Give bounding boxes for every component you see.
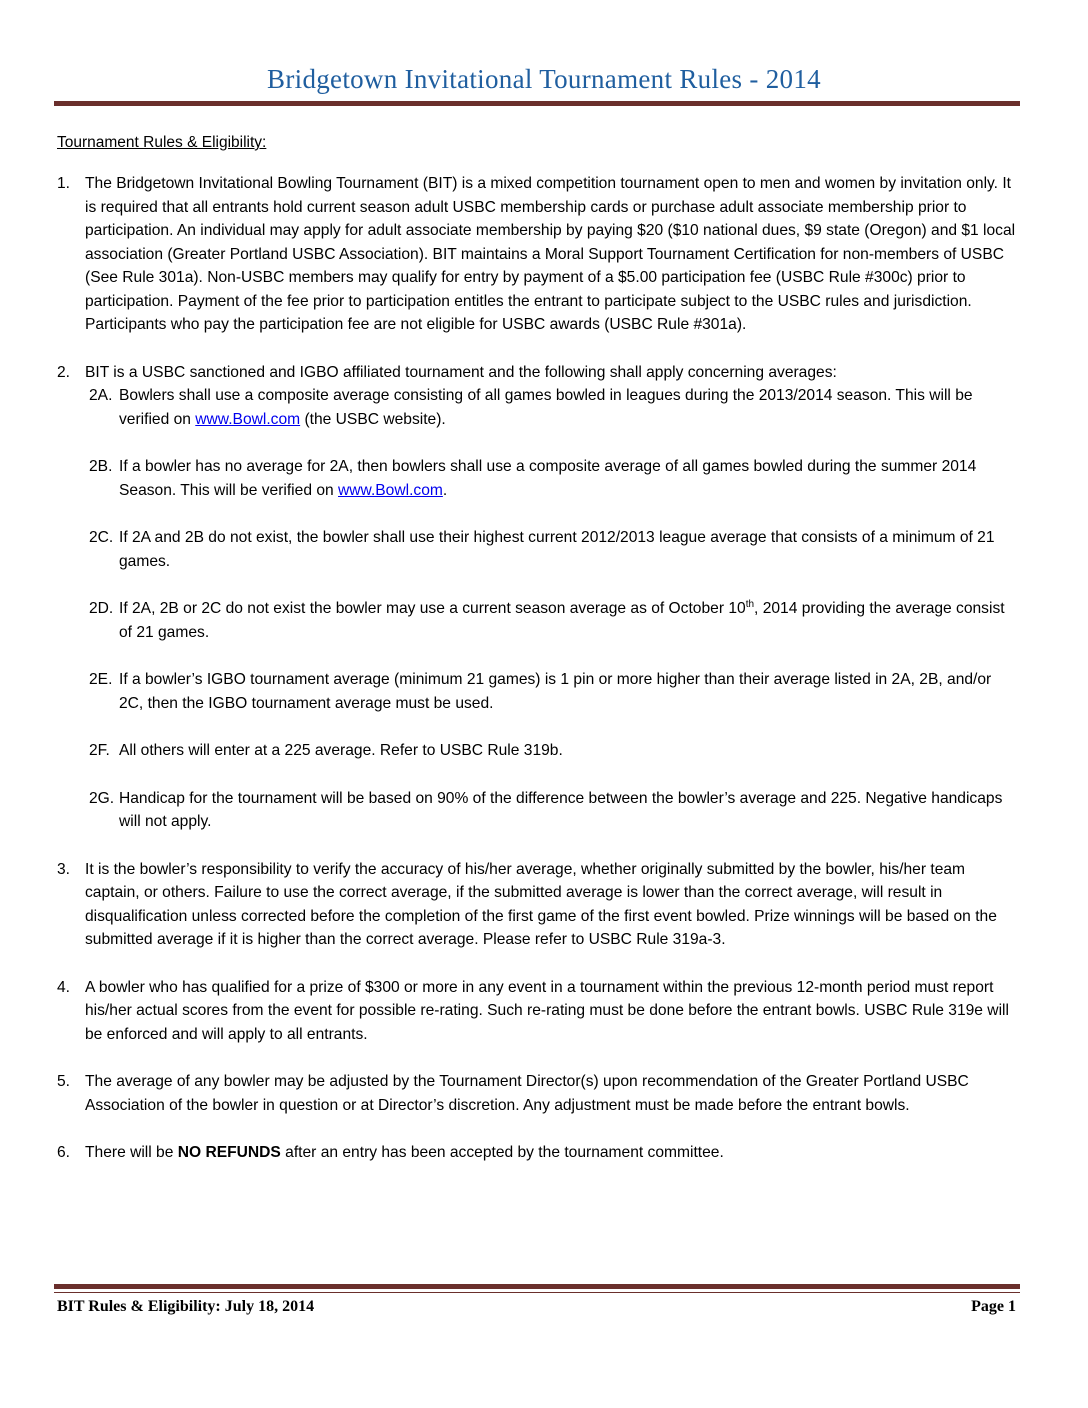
rule-4 xyxy=(57,976,1017,1047)
rule-2d xyxy=(61,597,1017,644)
subrule-number: 2A. xyxy=(89,387,113,404)
rule-text: The average of any bowler may be adjusted by the Tournament Director(s) upon recommendation of the Greater Portland USBC Association of the bowler in question or at Director’s discretion. Any adjustment must be made before the entrant bowls. xyxy=(85,1073,969,1114)
footer-divider-thin xyxy=(54,1292,1020,1293)
rule-number: 3. xyxy=(57,860,71,878)
rule-text: BIT is a USBC sanctioned and IGBO affiliated tournament and the following shall apply concerning averages: xyxy=(85,363,837,381)
subrule-text-end: , 2014 providing the average consist of 21 games. xyxy=(119,600,1005,641)
rule-5 xyxy=(57,1070,1017,1117)
subrule-text-end: . xyxy=(442,481,448,499)
subrule-text: Handicap for the tournament will be based on 90% of the difference between the bowler’s average and 225. Negative handicaps will not apply. xyxy=(119,789,1003,830)
footer-divider-thick xyxy=(54,1284,1020,1289)
subrule-number: 2C. xyxy=(89,529,114,546)
superscript-th: th xyxy=(745,598,755,610)
subrule-number: 2G. xyxy=(89,789,115,807)
rule-6 xyxy=(57,1141,1017,1165)
rule-2g xyxy=(61,787,1017,834)
subrule-number: 2E. xyxy=(89,671,113,688)
rule-1 xyxy=(57,172,1017,337)
rule-number: 6. xyxy=(57,1144,71,1161)
bowl-com-link[interactable]: www.Bowl.com xyxy=(338,481,443,499)
rule-number: 1. xyxy=(57,175,71,192)
rule-number: 4. xyxy=(57,978,71,996)
rule-text-end: after an entry has been accepted by the tournament committee. xyxy=(280,1144,724,1161)
rule-2f xyxy=(61,739,1017,763)
title-divider xyxy=(54,101,1020,106)
subrule-text: Bowlers shall use a composite average consisting of all games bowled in leagues during the 2013/2014 season. This will be verified on xyxy=(119,387,973,428)
rule-number: 2. xyxy=(57,363,71,381)
subrule-text: If a bowler’s IGBO tournament average (minimum 21 games) is 1 pin or more higher than their average listed in 2A, 2B, and/or 2C, then the IGBO tournament average must be used. xyxy=(119,671,992,712)
rule-2e xyxy=(61,668,1017,715)
rule-2c xyxy=(61,526,1017,573)
rule-text: A bowler who has qualified for a prize of $300 or more in any event in a tournament within the previous 12-month period must report his/her actual scores from the event for possible re-rating. Such re-rating must be done before the entrant bowls. USBC Rule 319e will be enforced and will apply to all entrants. xyxy=(85,978,1009,1043)
rule-text: The Bridgetown Invitational Bowling Tournament (BIT) is a mixed competition tournament open to men and women by invitation only. It is required that all entrants hold current season adult USBC membership cards or purchase adult associate membership prior to participation. An individual may apply for adult associate membership by paying $20 ($10 national dues, $9 state (Oregon) and $1 local association (Greater Portland USBC Association). BIT maintains a Moral Support Tournament Certification for non-members of USBC (See Rule 301a). Non-USBC members may qualify for entry by payment of a $5.00 participation fee (USBC Rule #300c) prior to participation. Payment of the fee prior to participation entitles the entrant to participate subject to the USBC rules and jurisdiction. Participants who pay the participation fee are not eligible for USBC awards (USBC Rule #301a). xyxy=(85,175,1016,333)
footer-page-number: Page 1 xyxy=(971,1298,1016,1315)
section-heading: Tournament Rules & Eligibility: xyxy=(57,134,267,151)
subrule-number: 2B. xyxy=(89,458,113,475)
no-refunds-emphasis: NO REFUNDS xyxy=(177,1144,281,1161)
rule-text: It is the bowler’s responsibility to verify the accuracy of his/her average, whether originally submitted by the bowler, his/her team captain, or others. Failure to use the correct average, if the submitted average is lower than the correct average, will result in disqualification unless corrected before the completion of the first game of the first event bowled. Prize winnings will be based on the submitted average if it is higher than the correct average. Please refer to USBC Rule 319a-3. xyxy=(85,860,997,948)
subrule-text: If 2A and 2B do not exist, the bowler shall use their highest current 2012/2013 league average that consists of a minimum of 21 games. xyxy=(119,529,995,570)
rule-number: 5. xyxy=(57,1073,71,1090)
rule-2 xyxy=(57,361,1017,385)
footer-document-info: BIT Rules & Eligibility: July 18, 2014 xyxy=(57,1298,315,1315)
rule-text: There will be xyxy=(85,1144,178,1161)
subrule-text: All others will enter at a 225 average. Refer to USBC Rule 319b. xyxy=(119,742,563,759)
subrule-text-end: (the USBC website). xyxy=(300,410,446,428)
rule-3 xyxy=(57,858,1017,952)
rules-list xyxy=(57,172,1017,1165)
subrule-number: 2D. xyxy=(89,600,114,617)
rule-2b xyxy=(61,455,1017,502)
bowl-com-link[interactable]: www.Bowl.com xyxy=(195,410,301,428)
subrule-text: If a bowler has no average for 2A, then bowlers shall use a composite average of all games bowled during the summer 2014 Season. This will be verified on xyxy=(119,458,977,499)
page-title: Bridgetown Invitational Tournament Rules - 2014 xyxy=(267,64,821,94)
subrule-text: If 2A, 2B or 2C do not exist the bowler may use a current season average as of October 10 xyxy=(119,600,746,617)
rule-2a xyxy=(61,384,1017,431)
subrule-number: 2F. xyxy=(89,742,110,759)
